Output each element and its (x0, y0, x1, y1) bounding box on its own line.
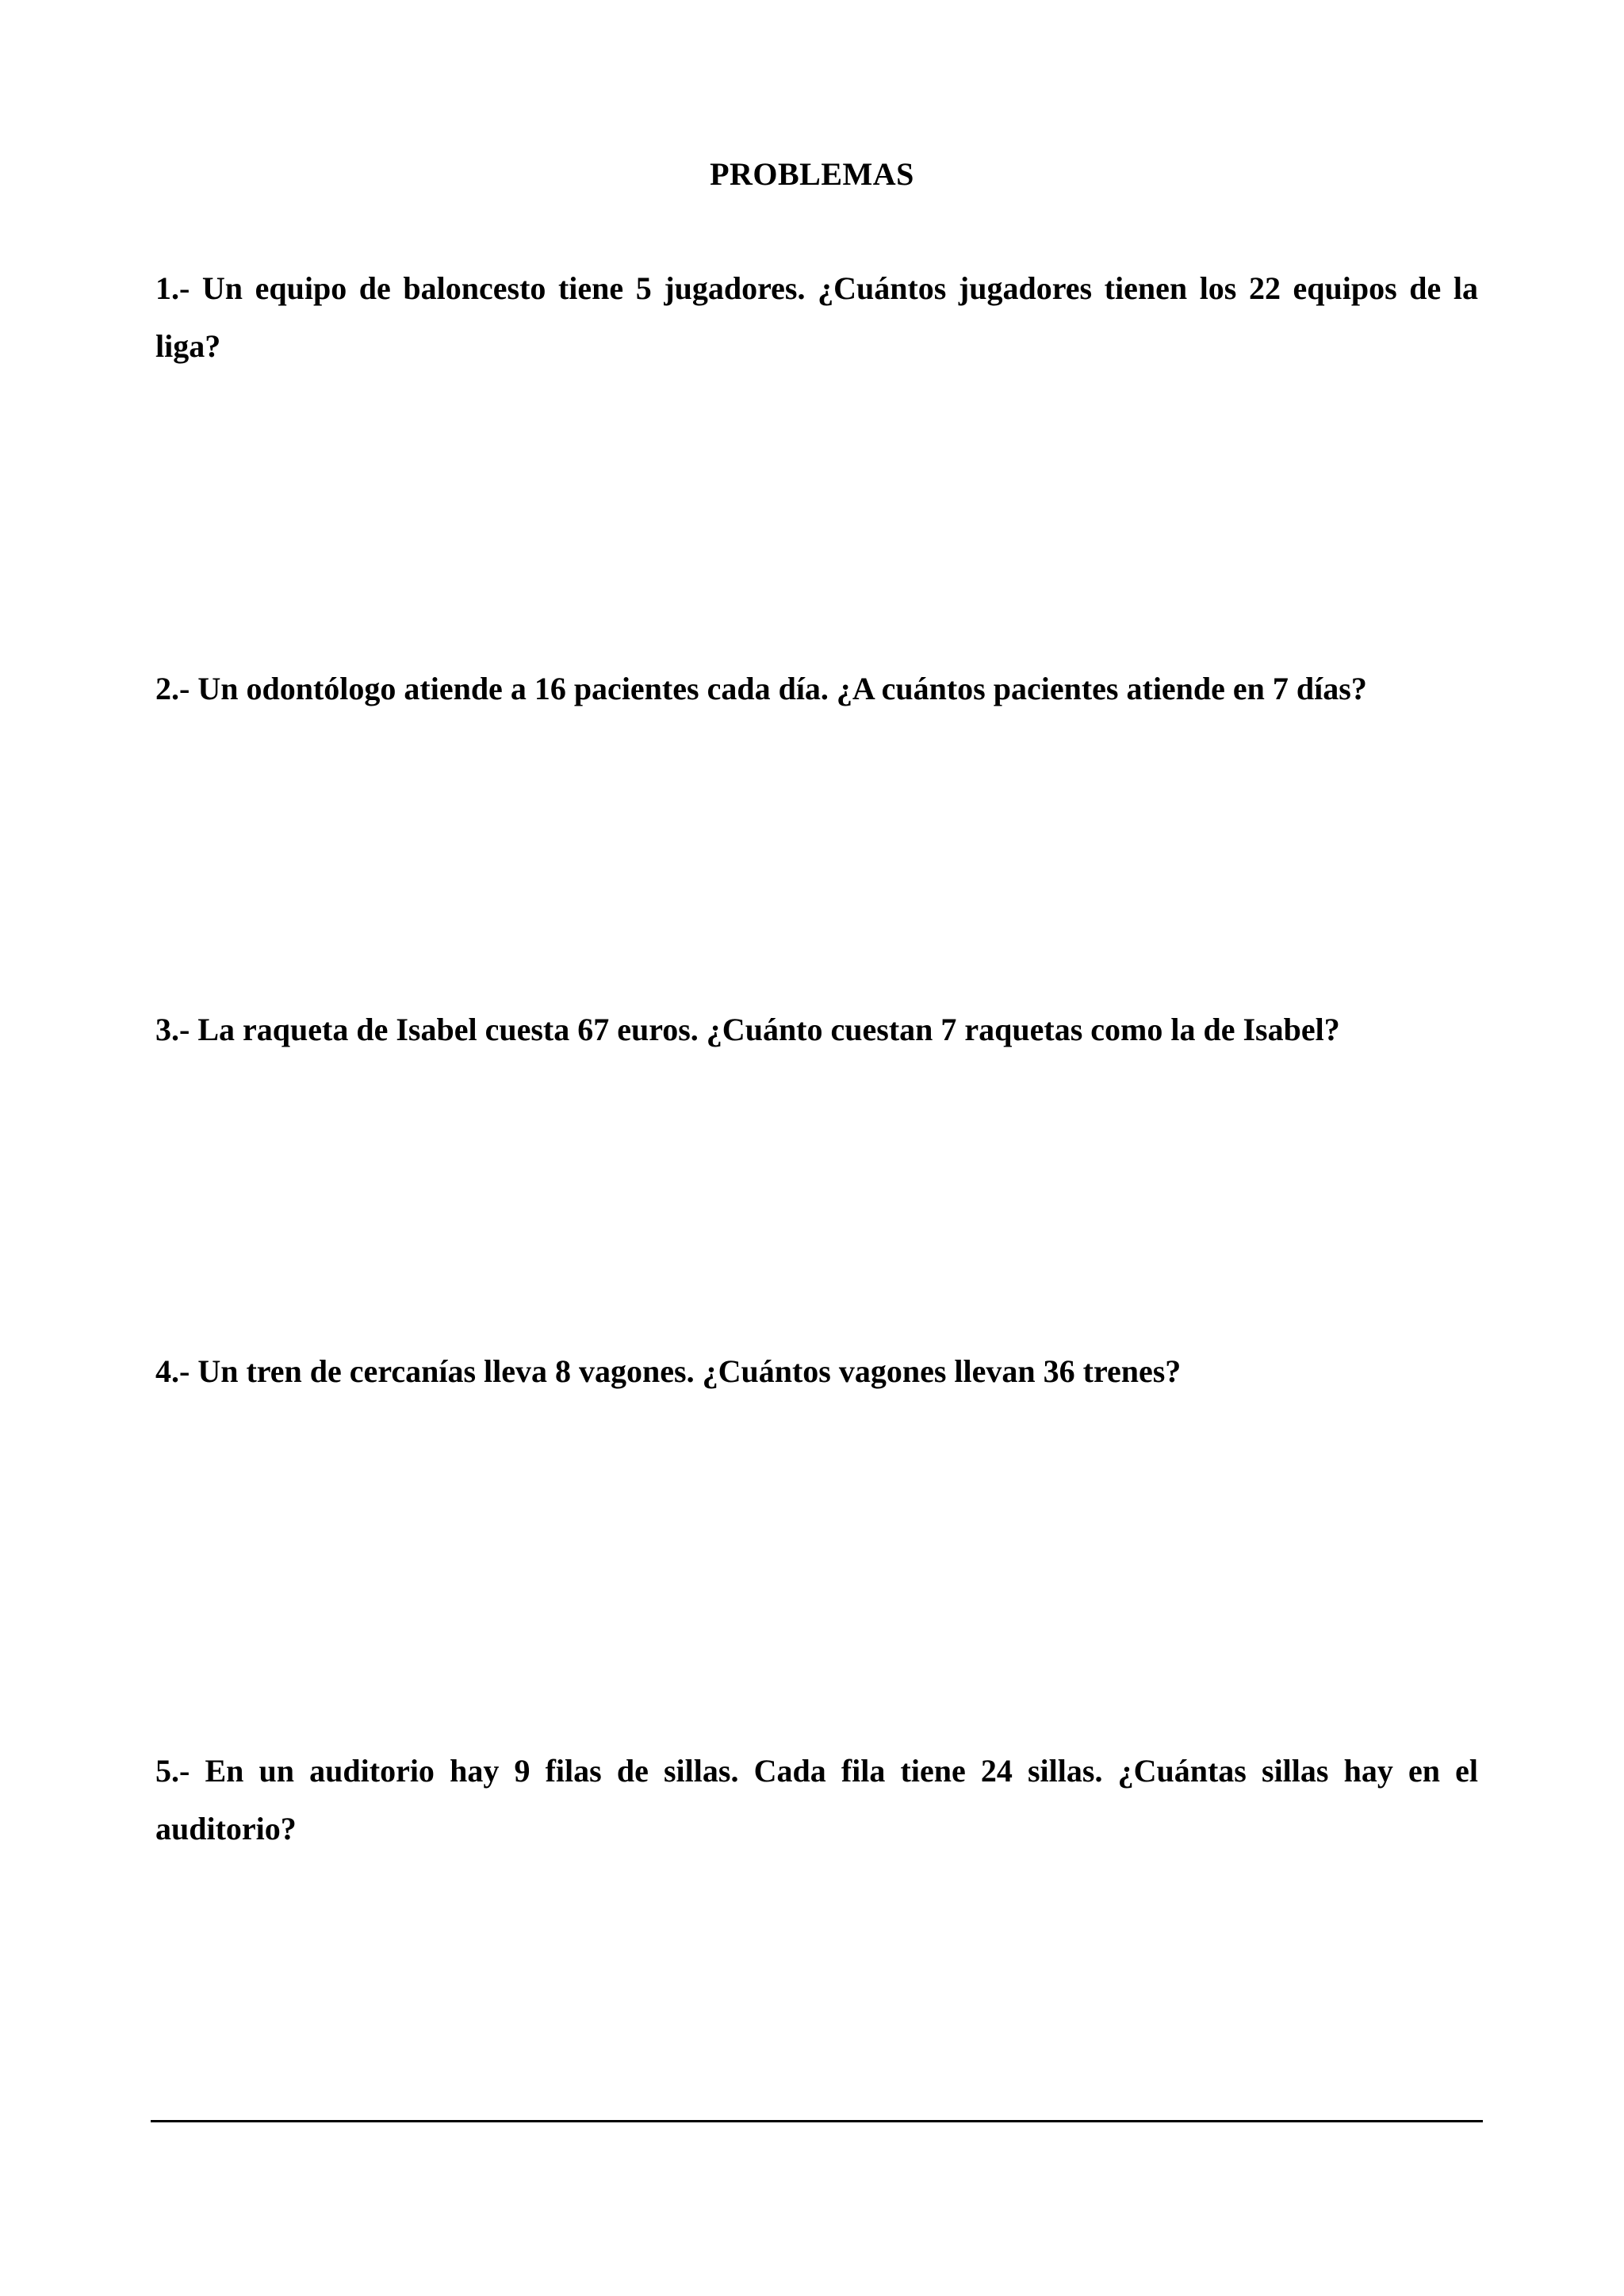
problem-1: 1.- Un equipo de baloncesto tiene 5 jugadores. ¿Cuántos jugadores tienen los 22 equipos de la liga? (155, 270, 1478, 364)
problem-3: 3.- La raqueta de Isabel cuesta 67 euros. ¿Cuánto cuestan 7 raquetas como la de Isabel? (155, 1012, 1340, 1047)
problem-2: 2.- Un odontólogo atiende a 16 pacientes cada día. ¿A cuántos pacientes atiende en 7 días? (155, 671, 1367, 706)
problem-5: 5.- En un auditorio hay 9 filas de sillas. Cada fila tiene 24 sillas. ¿Cuántas sillas hay en el auditorio? (155, 1753, 1478, 1846)
problem-4: 4.- Un tren de cercanías lleva 8 vagones. ¿Cuántos vagones llevan 36 trenes? (155, 1353, 1182, 1389)
page-title: PROBLEMAS (710, 156, 914, 192)
footer-divider (151, 2120, 1483, 2122)
